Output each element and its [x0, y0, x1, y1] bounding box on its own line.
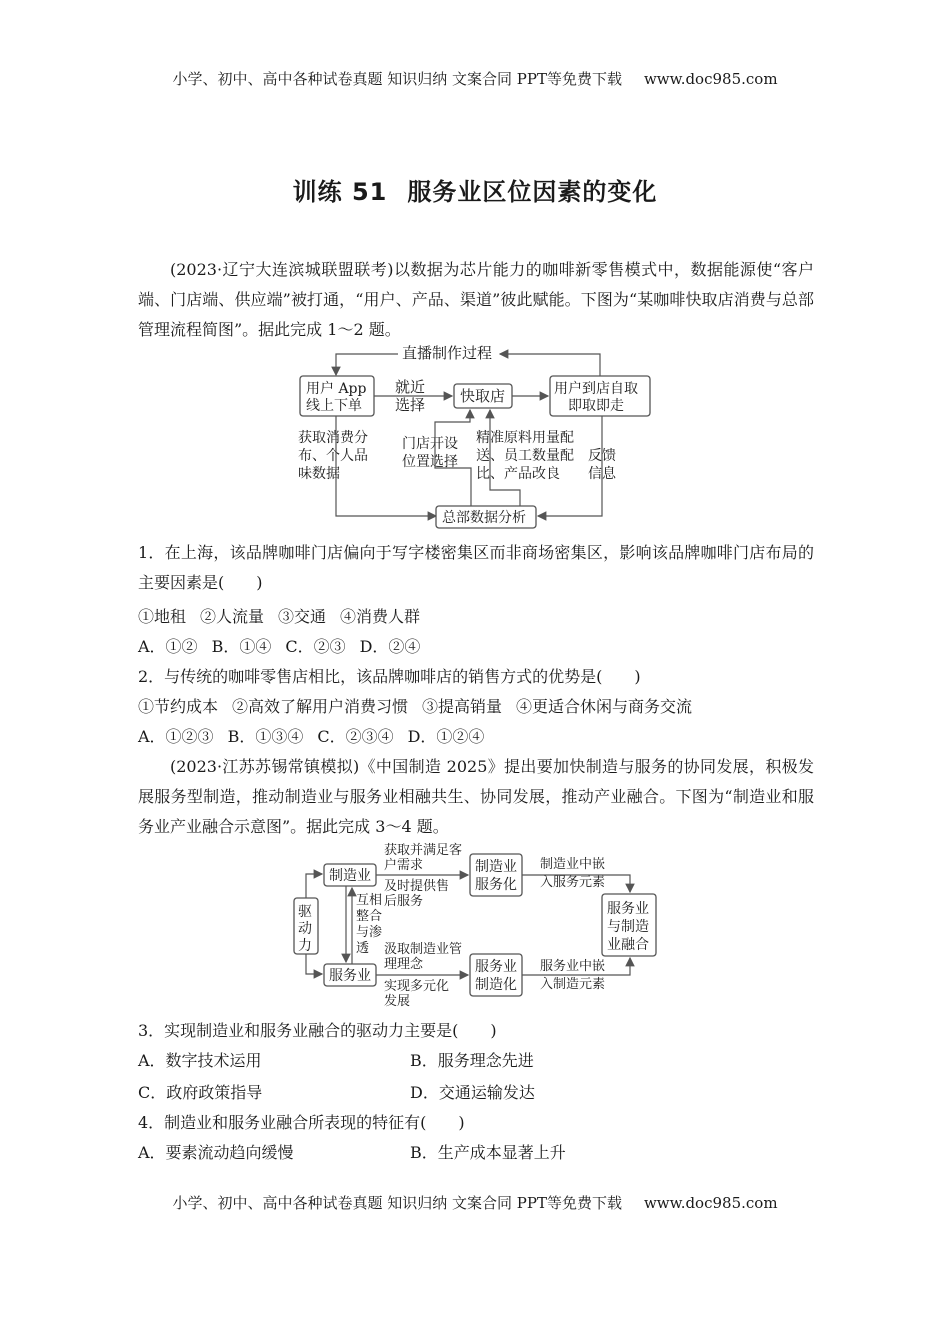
q1-option-b[interactable]: B．①④ — [211, 637, 272, 656]
q4-option-a[interactable]: A．要素流动趋向缓慢 — [138, 1143, 294, 1162]
fusion-3: 业融合 — [607, 937, 649, 953]
q1-option-a[interactable]: A．①② — [138, 637, 198, 656]
app-line2: 线上下单 — [306, 398, 362, 414]
q1-options — [138, 634, 420, 657]
q1-option-d[interactable]: D．②④ — [359, 637, 421, 656]
pickup-line2: 即取即走 — [568, 398, 624, 414]
embed-bot-1: 服务业中嵌 — [540, 959, 606, 974]
top-a-2: 户需求 — [384, 858, 424, 873]
coffee-flow-diagram — [290, 340, 665, 530]
fusion-2: 与制造 — [607, 919, 649, 935]
q2-options — [138, 724, 484, 747]
embed-bot-2: 入制造元素 — [540, 977, 606, 992]
bot-a-2: 理理念 — [384, 957, 424, 972]
footer-text: 小学、初中、高中各种试卷真题 知识归纳 文案合同 PPT等免费下载 — [172, 1194, 622, 1212]
drive-2: 动 — [298, 921, 312, 937]
header-text: 小学、初中、高中各种试卷真题 知识归纳 文案合同 PPT等免费下载 — [172, 70, 622, 88]
q3-option-b[interactable]: B．服务理念先进 — [410, 1051, 534, 1070]
mutual-4: 透 — [356, 941, 370, 956]
mutual-3: 与渗 — [356, 925, 383, 940]
manu-serv-2: 服务化 — [475, 877, 517, 893]
bot-a-1: 汲取制造业管 — [384, 942, 463, 957]
label-live-production: 直播制作过程 — [402, 344, 493, 362]
q2-option-d[interactable]: D．①②④ — [407, 727, 485, 746]
hq-label: 总部数据分析 — [442, 510, 526, 526]
serv-manu-2: 制造化 — [475, 977, 517, 993]
q2-item-1: ①节约成本 — [138, 697, 219, 716]
precise-line3: 比、产品改良 — [476, 466, 560, 482]
q2-option-b[interactable]: B．①③④ — [227, 727, 304, 746]
acquire-line2: 布、个人品 — [298, 448, 368, 464]
q4-option-b[interactable]: B．生产成本显著上升 — [410, 1143, 566, 1162]
embed-top-1: 制造业中嵌 — [540, 857, 606, 872]
acquire-line1: 获取消费分 — [298, 430, 368, 446]
precise-line2: 送、员工数量配 — [476, 448, 574, 464]
embed-top-2: 入服务元素 — [540, 875, 606, 890]
q1-item-3: ③交通 — [278, 607, 327, 626]
precise-line1: 精准原料用量配 — [476, 430, 574, 446]
choose-line2: 选择 — [395, 396, 426, 414]
q2-option-c[interactable]: C．②③④ — [317, 727, 394, 746]
q3-option-d[interactable]: D．交通运输发达 — [410, 1083, 535, 1102]
mutual-1: 互相 — [356, 893, 383, 908]
fusion-1: 服务业 — [607, 901, 649, 917]
site-line1: 门店开设 — [402, 436, 458, 452]
drive-1: 驱 — [298, 904, 312, 920]
top-a-1: 获取并满足客 — [384, 843, 463, 858]
q1-stem: 1．在上海，该品牌咖啡门店偏向于写字楼密集区而非商场密集区，影响该品牌咖啡门店布局的主要因素是( ) — [138, 543, 814, 592]
q1-item-2: ②人流量 — [200, 607, 265, 626]
title-main: 服务业区位因素的变化 — [407, 178, 658, 206]
choose-line1: 就近 — [395, 378, 426, 396]
q2-stem: 2．与传统的咖啡零售店相比，该品牌咖啡店的销售方式的优势是( ) — [138, 667, 641, 686]
feedback-line2: 信息 — [588, 466, 616, 482]
feedback-line1: 反馈 — [588, 448, 616, 464]
q1-item-1: ①地租 — [138, 607, 187, 626]
header-site[interactable]: www.doc985.com — [643, 70, 778, 88]
q1-option-c[interactable]: C．②③ — [285, 637, 346, 656]
intro-passage-2: (2023·江苏苏锡常镇模拟)《中国制造 2025》提出要加快制造与服务的协同发展，积极发展服务型制造，推动制造业与服务业相融共生、协同发展，推动产业融合。下图为“制造业和服务业产业融合示意图”。据此完成 3～4 题。 — [138, 757, 814, 836]
page-header — [0, 68, 950, 89]
q2-item-3: ③提高销量 — [422, 697, 503, 716]
site-line2: 位置选择 — [402, 454, 458, 470]
serv-manu-1: 服务业 — [475, 959, 517, 975]
q3-stem: 3．实现制造业和服务业融合的驱动力主要是( ) — [138, 1021, 497, 1040]
q2-item-2: ②高效了解用户消费习惯 — [232, 697, 409, 716]
shop-label: 快取店 — [460, 387, 506, 405]
footer-site[interactable]: www.doc985.com — [643, 1194, 778, 1212]
q1-item-4: ④消费人群 — [340, 607, 421, 626]
serv-label: 服务业 — [329, 968, 371, 984]
drive-3: 力 — [298, 938, 312, 954]
page-footer — [0, 1192, 950, 1213]
industry-fusion-diagram — [290, 840, 660, 1010]
q4-stem: 4．制造业和服务业融合所表现的特征有( ) — [138, 1113, 465, 1132]
q1-items — [138, 604, 420, 627]
q3-option-a[interactable]: A．数字技术运用 — [138, 1051, 262, 1070]
title-prefix: 训练 51 — [292, 178, 388, 206]
manu-label: 制造业 — [329, 868, 371, 884]
q2-option-a[interactable]: A．①②③ — [138, 727, 214, 746]
page-title — [0, 172, 950, 207]
bot-b-1: 实现多元化 — [384, 979, 450, 994]
top-b-1: 及时提供售 — [384, 879, 450, 894]
intro-passage-1: (2023·辽宁大连滨城联盟联考)以数据为芯片能力的咖啡新零售模式中，数据能源使“客户端、门店端、供应端”被打通，“用户、产品、渠道”彼此赋能。下图为“某咖啡快取店消费与总部管理流程简图”。据此完成 1～2 题。 — [138, 260, 814, 339]
q2-items — [138, 694, 692, 717]
q2-item-4: ④更适合休闲与商务交流 — [516, 697, 693, 716]
top-b-2: 后服务 — [384, 894, 424, 909]
app-line1: 用户 App — [306, 381, 367, 397]
acquire-line3: 味数据 — [298, 466, 340, 482]
bot-b-2: 发展 — [384, 994, 411, 1009]
manu-serv-1: 制造业 — [475, 859, 517, 875]
pickup-line1: 用户到店自取 — [554, 381, 638, 397]
q3-option-c[interactable]: C．政府政策指导 — [138, 1083, 263, 1102]
mutual-2: 整合 — [356, 909, 383, 924]
